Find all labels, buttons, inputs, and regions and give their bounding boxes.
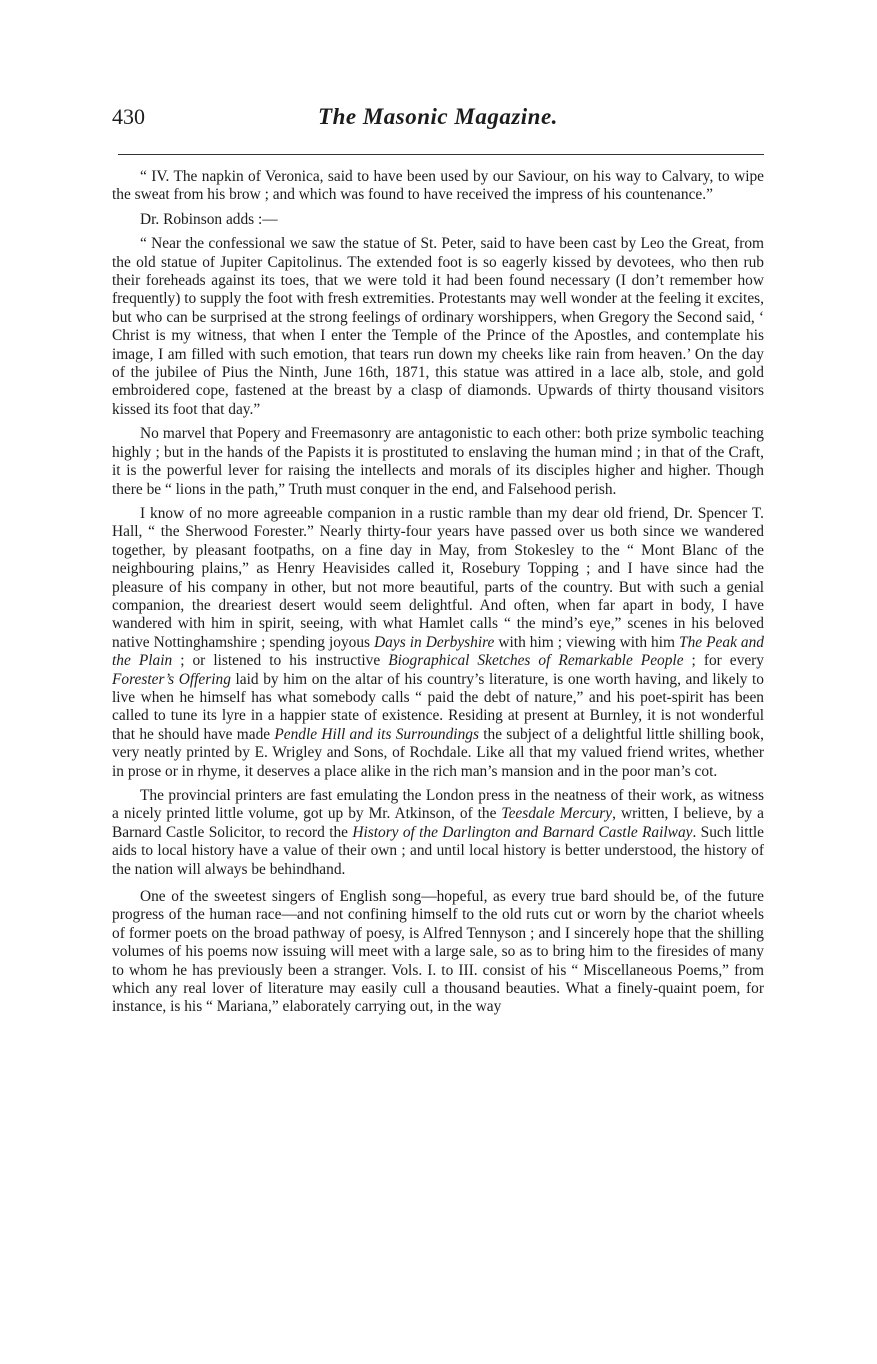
quote-st-peter: “ Near the confessional we saw the statue of St. Peter, said to have been cast by Leo the Great, from the old statue of Jupiter Capitolinus. The extended foot is so eagerly kissed by devotees, who then rub their foreheads against its toes, that we were told it had been found necessary (I don’t remember how frequently) to supply the foot with fresh extremities. Protestants may well wonder at the feeling it excites, but who can be surprised at the strong feelings of ordinary worshippers, when Gregory the Second said, ‘ Christ is my witness, that when I enter the Temple of the Prince of the Apostles, and contemplate his image, I am filled with such emotion, that tears run down my cheeks like rain from heaven.’ On the day of the jubilee of Pius the Ninth, June 16th, 1871, this statue was attired in a lace alb, stole, and gold embroidered cope, fastened at the breast by a clasp of diamonds. Upwards of thirty thousand visitors kissed its foot that day.” [112, 235, 764, 418]
title-teesdale-mercury: Teesdale Mercury [501, 805, 613, 823]
title-days-in-derbyshire: Days in Derbyshire [374, 633, 495, 651]
article-body [112, 168, 764, 1026]
paragraph-provincial-printers: The provincial printers are fast emulating the London press in the neatness of their work, as witness a nicely printed little volume, got up by Mr. Atkinson, of the Teesdale Mercury, written, I believe, by a Barnard Castle Solicitor, to record the History of the Darlington and Barnard Castle Railway. Such little aids to local history have a value of their own ; and until local history is better understood, the history of the nation will always be behindhand. [112, 787, 764, 878]
paragraph-spencer-hall: I know of no more agreeable companion in a rustic ramble than my dear old friend, Dr. Spencer T. Hall, “ the Sherwood Forester.” Nearly thirty-four years have passed over us both since we wandered together, by pleasant footpaths, on a fine day in May, from Stokesley to the “ Mont Blanc of the neighbouring plains,” as Henry Heavisides called it, Rosebury Topping ; and I have since had the pleasure of his company in other, but not more beautiful, parts of the country. But with such a genial companion, the dreariest desert would seem delightful. And often, when far apart in body, I have wandered with him in spirit, seeing, with what Hamlet calls “ the mind’s eye,” scenes in his beloved native Nottinghamshire ; spending joyous Days in Derbyshire with him ; viewing with him The Peak and the Plain ; or listened to his instructive Biographical Sketches of Remarkable People ; for every Forester’s Offering laid by him on the altar of his country’s literature, is one worth having, and likely to live when he himself has what somebody calls “ paid the debt of nature,” and his poet-spirit has been called to tune its lyre in a happier state of existence. Residing at present at Burnley, it is not wonderful that he should have made Pendle Hill and its Surroundings the subject of a delightful little shilling book, very neatly printed by E. Wrigley and Sons, of Rochdale. Like all that my valued friend writes, whether in prose or in rhyme, it deserves a place alike in the rich man’s mansion and in the poor man’s cot. [112, 504, 765, 780]
paragraph-popery: No marvel that Popery and Freemasonry are antagonistic to each other: both prize symbolic teaching highly ; but in the hands of the Papists it is prostituted to enslaving the human mind ; in that of the Craft, it is the powerful lever for raising the intellects and morals of its disciples higher and higher. Though there be “ lions in the path,” Truth must conquer in the end, and Falsehood perish. [112, 425, 764, 498]
title-foresters-offering: Forester’s Offering [112, 670, 231, 688]
header-rule [118, 154, 764, 155]
title-railway-history: History of the Darlington and Barnard Castle Railway [352, 823, 693, 841]
paragraph-tennyson: One of the sweetest singers of English song—hopeful, as every true bard should be, of the future progress of the human race—and not confining himself to the old ruts cut or worn by the chariot wheels of former poets on the broad pathway of poesy, is Alfred Tennyson ; and I sincerely hope that the shilling volumes of his poems now issuing will meet with a large sale, so as to bring him to the firesides of many to whom he has previously been a stranger. Vols. I. to III. consist of his “ Miscellaneous Poems,” from which any real lover of literature may easily cull a thousand beauties. What a finely-quaint poem, for instance, is his “ Mariana,” elaborately carrying out, in the way [112, 888, 764, 1016]
quote-veronica: “ IV. The napkin of Veronica, said to have been used by our Saviour, on his way to Calvary, to wipe the sweat from his brow ; and which was found to have received the impress of his countenance.” [112, 168, 764, 204]
page-number: 430 [112, 104, 145, 129]
title-pendle-hill: Pendle Hill and its Surroundings [274, 725, 479, 743]
magazine-title: The Masonic Magazine. [318, 104, 558, 129]
title-biographical-sketches: Biographical Sketches of Remarkable People [388, 652, 684, 670]
robinson-intro: Dr. Robinson adds :— [140, 210, 278, 228]
running-header [112, 104, 764, 138]
title-peak-and-plain: The Peak and the Plain [112, 633, 765, 670]
